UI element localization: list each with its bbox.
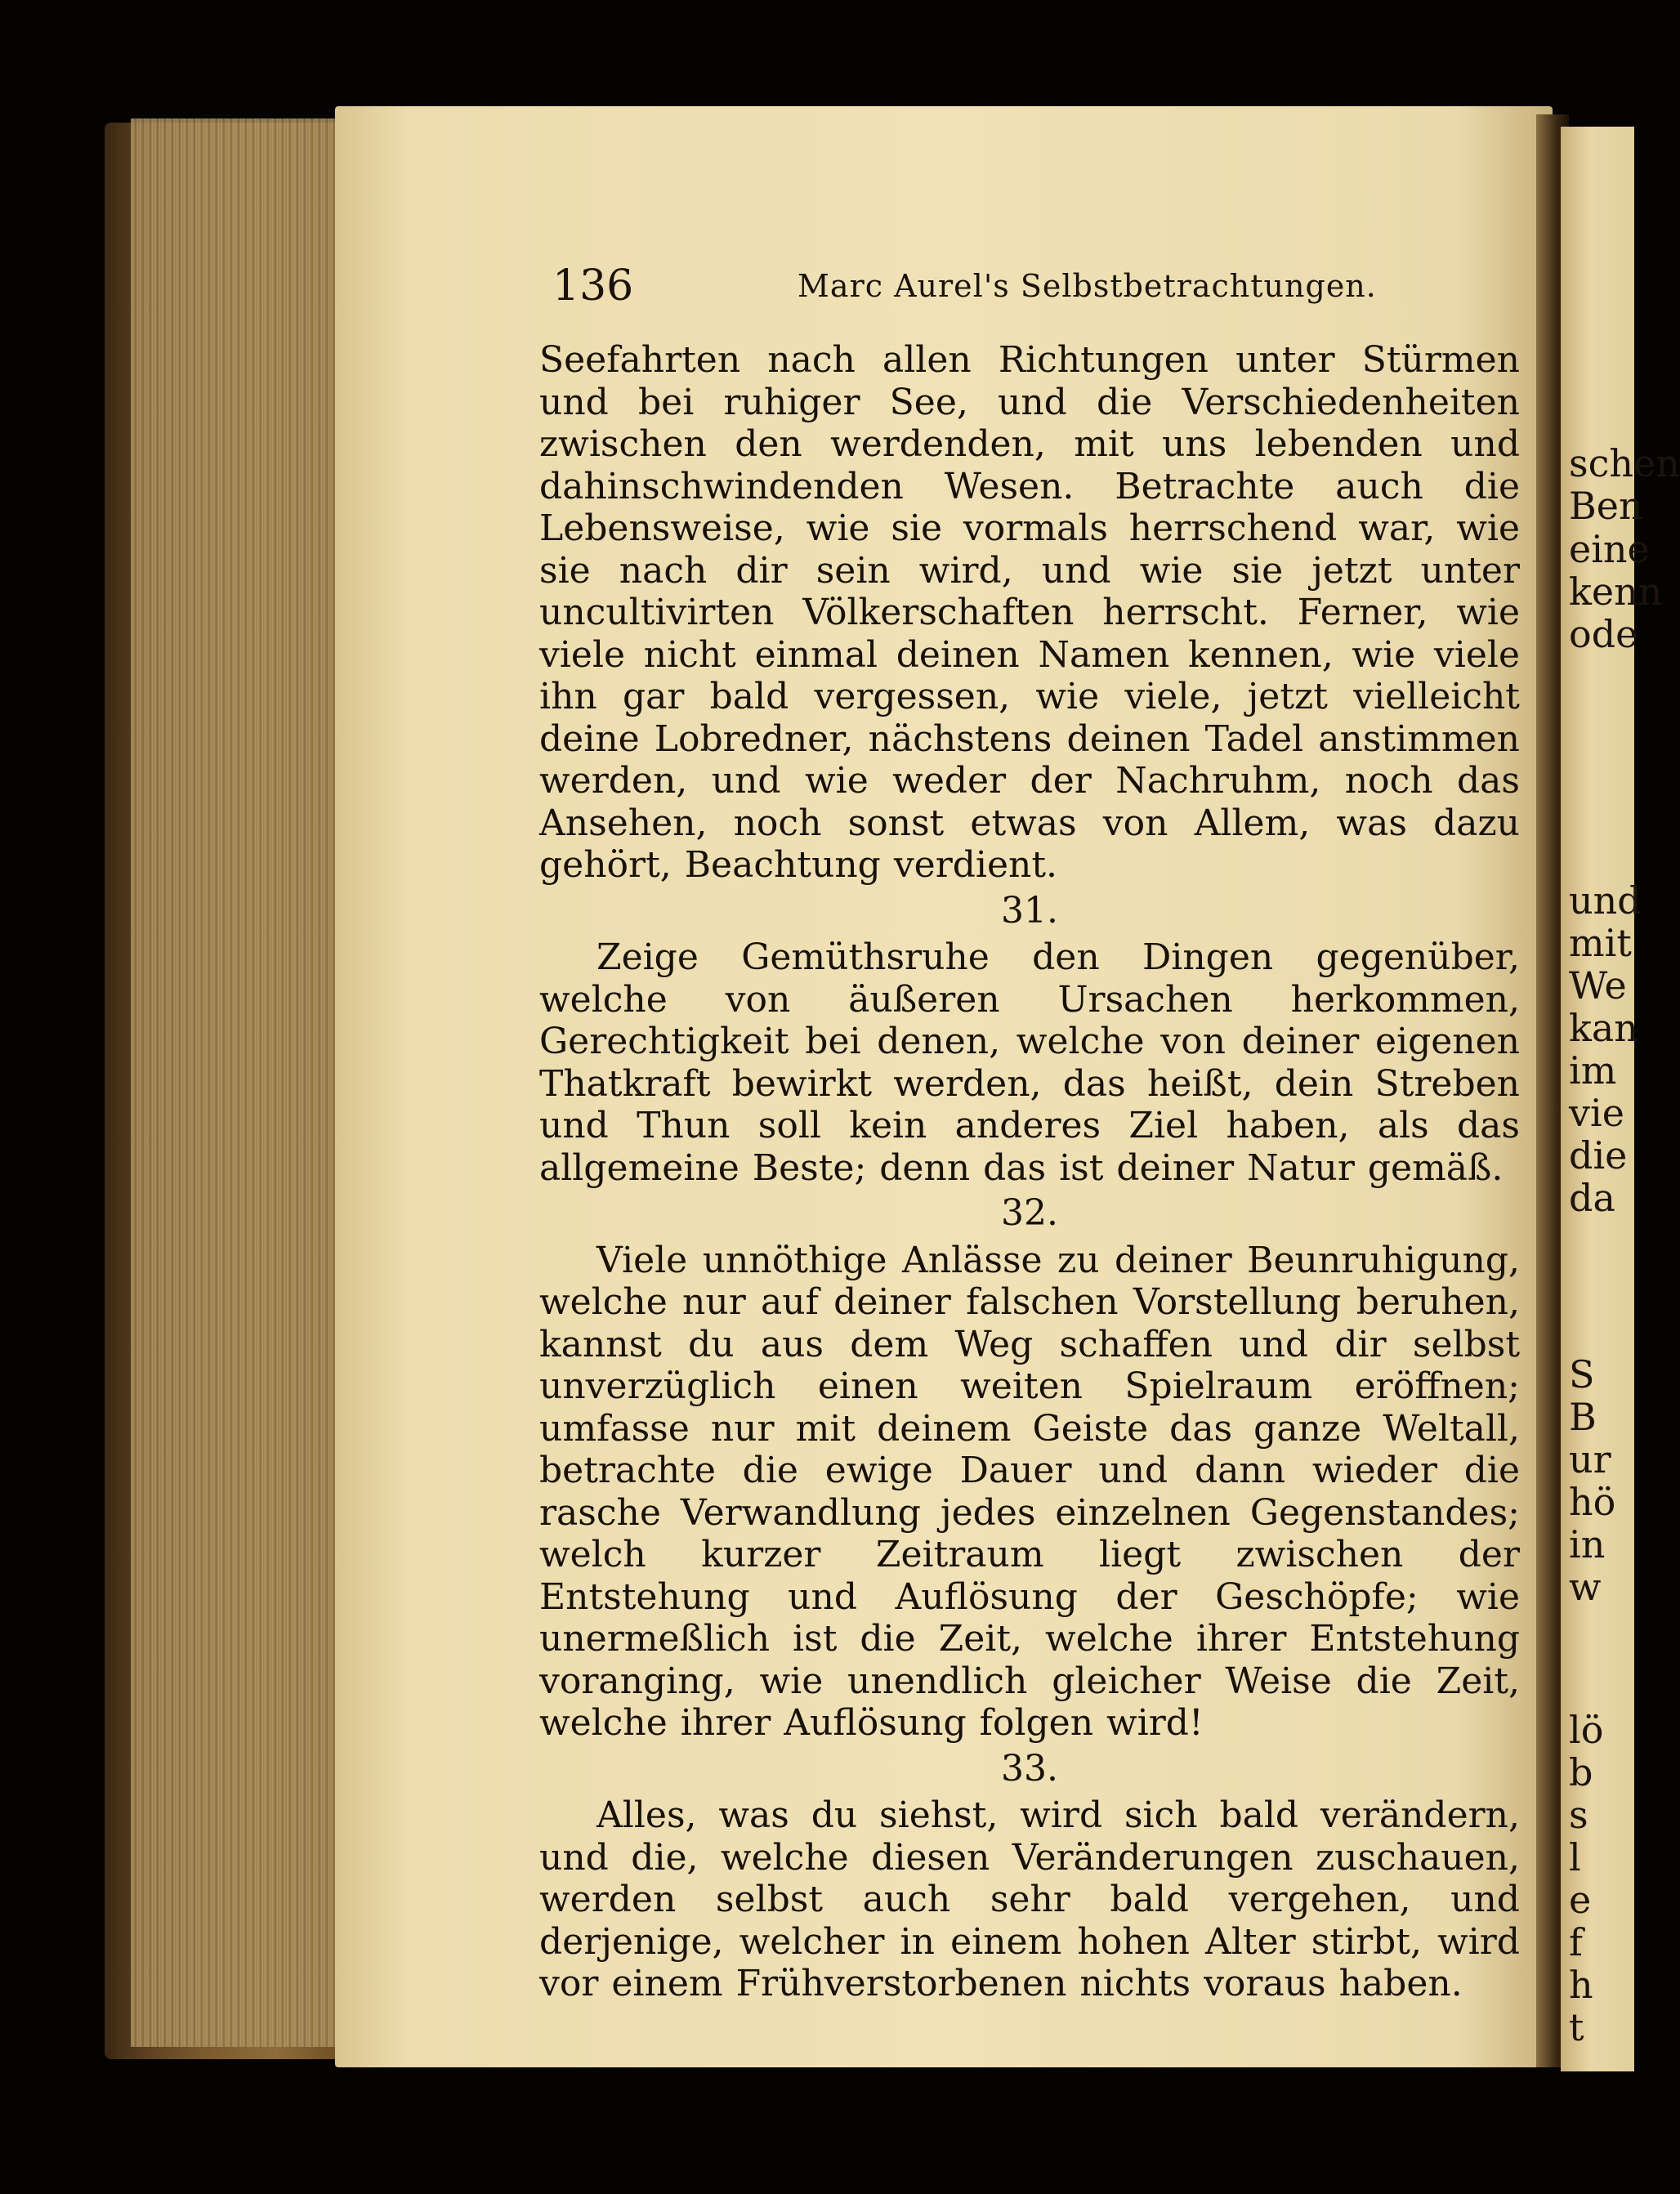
facing-page-fragment: s (1569, 1793, 1588, 1837)
facing-page-fragment: l (1569, 1835, 1581, 1879)
facing-page-fragment: die (1569, 1133, 1628, 1177)
facing-page-fragment: f (1569, 1920, 1584, 1964)
facing-page-fragment: e (1569, 1878, 1592, 1922)
facing-page-fragment: w (1569, 1565, 1602, 1609)
running-title: Marc Aurel's Selbstbetrachtungen. (798, 268, 1377, 304)
facing-page-fragment: b (1569, 1750, 1593, 1794)
facing-page-fragment: ode (1569, 612, 1638, 656)
page-body (539, 339, 1520, 2005)
facing-page-fragment: We (1569, 963, 1627, 1008)
facing-page-fragment: kan (1569, 1006, 1638, 1050)
facing-page-fragment: hö (1569, 1480, 1616, 1524)
facing-page-fragment: Ben (1569, 484, 1643, 528)
facing-page-edge (1561, 127, 1680, 2071)
facing-page-fragment: da (1569, 1176, 1615, 1220)
facing-page-fragment: S (1569, 1352, 1595, 1396)
facing-page-fragment: und (1569, 878, 1642, 923)
facing-page-fragment: ur (1569, 1437, 1611, 1481)
facing-page-fragment: vie (1569, 1091, 1624, 1135)
page-number: 136 (552, 261, 634, 311)
facing-page-fragment: lö (1569, 1708, 1604, 1752)
section-paragraph: Viele unnöthige Anlässe zu deiner Beunruhigung, welche nur auf deiner falschen Vorstellung beruhen, kannst du aus dem Weg schaffen und dir selbst unverzüglich einen weiten Spielraum eröffnen; umfasse nur mit deinem Geiste das ganze Weltall, betrachte die ewige Dauer und dann wieder die rasche Verwandlung jedes einzelnen Gegenstandes; welch kurzer Zeitraum liegt zwischen der Entstehung und Auflösung der Geschöpfe; wie unermeßlich ist die Zeit, welche ihrer Entstehung voranging, wie unendlich gleicher Weise die Zeit, welche ihrer Auflösung folgen wird! (539, 1239, 1520, 1744)
section-paragraph: Zeige Gemüthsruhe den Dingen gegenüber, welche von äußeren Ursachen herkommen, Gerechtigkeit bei denen, welche von deiner eigenen Thatkraft bewirkt werden, das heißt, dein Streben und Thun soll kein anderes Ziel haben, als das allgemeine Beste; denn das ist deiner Natur gemäß. (539, 936, 1520, 1189)
facing-page-fragment: in (1569, 1522, 1606, 1566)
facing-page-fragment: h (1569, 1963, 1593, 2007)
section-number: 32. (1001, 1192, 1058, 1234)
section-number: 31. (1001, 889, 1058, 932)
opening-paragraph: Seefahrten nach allen Richtungen unter Stürmen und bei ruhiger See, und die Verschiedenheiten zwischen den werdenden, mit uns lebenden und dahinschwindenden Wesen. Betrachte auch die Lebensweise, wie sie vormals herrschend war, wie sie nach dir sein wird, und wie sie jetzt unter uncultivirten Völkerschaften herrscht. Ferner, wie viele nicht einmal deinen Namen kennen, wie viele ihn gar bald vergessen, wie viele, jetzt vielleicht deine Lobredner, nächstens deinen Tadel anstimmen werden, und wie weder der Nachruhm, noch das Ansehen, noch sonst etwas von Allem, was dazu gehört, Beachtung verdient. (539, 339, 1520, 886)
page-header (552, 261, 1517, 311)
section-number: 33. (1001, 1747, 1058, 1790)
facing-page-fragment: schen (1569, 441, 1680, 485)
page-stack-edges (131, 118, 351, 2047)
facing-page-fragment: mit (1569, 921, 1632, 965)
facing-page-fragment: kenn (1569, 570, 1663, 614)
facing-page-fragment: t (1569, 2005, 1584, 2049)
facing-page-fragment: B (1569, 1395, 1597, 1439)
facing-page-fragment: eine (1569, 527, 1650, 571)
facing-page-fragment: im (1569, 1048, 1617, 1093)
section-paragraph: Alles, was du siehst, wird sich bald verändern, und die, welche diesen Veränderungen zuschauen, werden selbst auch sehr bald vergehen, und derjenige, welcher in einem hohen Alter stirbt, wird vor einem Frühverstorbenen nichts voraus haben. (539, 1794, 1520, 2004)
